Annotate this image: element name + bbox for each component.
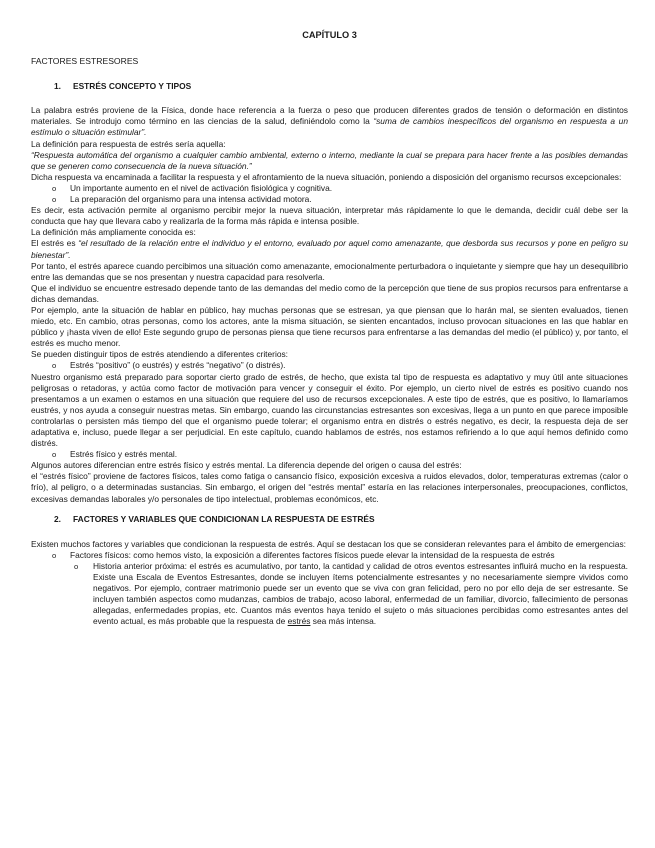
paragraph: Algunos autores diferencian entre estrés físico y estrés mental. La diferencia depende del origen o causa del estrés:: [31, 460, 462, 471]
heading-2-text: FACTORES Y VARIABLES QUE CONDICIONAN LA RESPUESTA DE ESTRÉS: [73, 513, 375, 524]
paragraph: Por tanto, el estrés aparece cuando percibimos una situación como amenazante, emocionalmente perturbadora o inquietante y siempre que hay un desequilibrio entre las demandas que se nos presentan y nuestra capacidad para resolverla.: [31, 260, 628, 282]
heading-1-number: 1.: [54, 81, 61, 92]
quote-text: “el resultado de la relación entre el individuo y el entorno, evaluado por aquel como amenazante, que desborda sus recursos y pone en peligro su bienestar”.: [31, 238, 628, 260]
quote-text: “suma de cambios inespecíficos del organismo en respuesta a un estímulo o situación estimular”.: [31, 116, 628, 138]
list-item-text: sea más intensa.: [310, 616, 377, 627]
paragraph: Se pueden distinguir tipos de estrés atendiendo a diferentes criterios:: [31, 349, 288, 360]
paragraph: Existen muchos factores y variables que condicionan la respuesta de estrés. Aquí se destacan los que se consideran relevantes para el ámbito de emergencias:: [31, 538, 626, 549]
heading-2-number: 2.: [54, 513, 61, 524]
list-item: o Estrés físico y estrés mental.: [31, 449, 628, 460]
underlined-word: estrés: [287, 616, 311, 627]
section-title: FACTORES ESTRESORES: [31, 56, 139, 67]
paragraph: [31, 105, 628, 138]
heading-1-text: ESTRÉS CONCEPTO Y TIPOS: [73, 81, 192, 92]
paragraph: Que el individuo se encuentre estresado depende tanto de las demandas del medio como de la percepción que tiene de sus propios recursos para enfrentarse a dichas demandas.: [31, 282, 628, 304]
paragraph: La definición para respuesta de estrés sería aquella:: [31, 138, 226, 149]
list-item-text: Historia anterior próxima: el estrés es acumulativo, por tanto, la cantidad y calidad de otros eventos estresantes influirá mucho en la respuesta. Existe una Escala de Eventos Estresantes, donde se incluyen ítems potencialmente estresantes y no necesariamente siempre vividos como negativos. Por ejemplo, contraer matrimonio puede ser un evento que se viva con gran felicidad, pero no por ello deja de ser estresante. Se incluyen también aspectos como mudanzas, cambios de trabajo, acoso laboral, enfermedad de un familiar, divorcio, fallecimiento de personas allegadas, enfermedades propias, etc. Cuantos más eventos haya tenido el sujeto o más situaciones percibidas como estresantes antes del evento actual, es más probable que la respuesta de: [93, 560, 628, 627]
list-item: o Estrés “positivo” (o eustrés) y estrés “negativo” (o distrés).: [31, 360, 628, 371]
document-page: [31, 30, 628, 628]
paragraph: el “estrés físico” proviene de factores físicos, tales como fatiga o cansancio físico, exposición excesiva a ruidos elevados, dolor, temperaturas extremas (calor o frío), al peligro, o a determinadas sustancias. Sin embargo, el origen del “estrés mental” estaría en las relaciones interpersonales, preocupaciones, conflictos, excesivas demandas laborales y/o personales de tipo intelectual, problemas económicos, etc.: [31, 471, 628, 504]
list-item: o La preparación del organismo para una intensa actividad motora.: [31, 194, 628, 205]
list-item: o Un importante aumento en el nivel de activación fisiológica y cognitiva.: [31, 183, 628, 194]
paragraph: Nuestro organismo está preparado para soportar cierto grado de estrés, de hecho, que exista tal tipo de respuesta es adaptativo y muy útil ante situaciones peligrosas o retadoras, y actúa como factor de motivación para vencer y conseguir el éxito. Por ejemplo, un cierto nivel de estrés es positivo cuando nos presentamos a un examen o estamos en una situación que requiere del uso de recursos excepcionales. A este tipo de estrés, que es positivo, lo llamaríamos eustrés, y nos ayuda a conseguir nuestras metas. Sin embargo, cuando las circunstancias estresantes son excesivas, llega a un punto en que parece imposible controlarlas o persisten más tiempo del que el organismo puede tolerar; el organismo entra en distrés o estrés negativo, es decir, la respuesta deja de ser adaptativa e, incluso, puede llegar a ser perjudicial. En este capítulo, cuando hablamos de estrés, nos estamos refiriendo a lo que aquí hemos definido como distrés.: [31, 371, 628, 449]
quote-paragraph: “Respuesta automática del organismo a cualquier cambio ambiental, externo o interno, mediante la cual se prepara para hacer frente a las posibles demandas que se generen como consecuencia de la nueva situación.”: [31, 149, 628, 171]
heading-2: [54, 514, 628, 525]
list-item-nested: [31, 561, 628, 628]
paragraph-text: La palabra estrés proviene de la Física, donde hace referencia a la fuerza o peso que producen diferentes grados de tensión o deformación en distintos materiales. Se introdujo como término en las ciencias de la salud, definiéndolo como la: [31, 105, 628, 127]
paragraph: Es decir, esta activación permite al organismo percibir mejor la nueva situación, interpretar más rápidamente lo que le demanda, decidir cuál debe ser la conducta que hay que llevara cabo y realizarla de la forma más rápida e intensa posible.: [31, 205, 628, 227]
list-item: o Factores físicos: como hemos visto, la exposición a diferentes factores físicos puede elevar la intensidad de la respuesta de estrés: [31, 550, 628, 561]
paragraph: Por ejemplo, ante la situación de hablar en público, hay muchas personas que se estresan, ya que piensan que lo harán mal, se sienten evaluados, tienen miedo, etc. En cambio, otras personas, como los actores, ante la misma situación, se sienten encantados, incluso provocan situaciones en las que hablar en público y ¡hasta viven de ello! Este segundo grupo de personas piensa que tiene recursos para enfrentarse a las demandas del medio (el público) y, por tanto, el estrés es mucho menor.: [31, 304, 628, 349]
chapter-title: CAPÍTULO 3: [302, 30, 357, 40]
paragraph: Dicha respuesta va encaminada a facilitar la respuesta y el afrontamiento de la nueva situación, poniendo a disposición del organismo recursos excepcionales:: [31, 171, 622, 182]
paragraph: La definición más ampliamente conocida es:: [31, 227, 196, 238]
paragraph: [31, 238, 628, 260]
heading-1: [54, 81, 628, 92]
paragraph-text: El estrés es: [31, 238, 79, 249]
